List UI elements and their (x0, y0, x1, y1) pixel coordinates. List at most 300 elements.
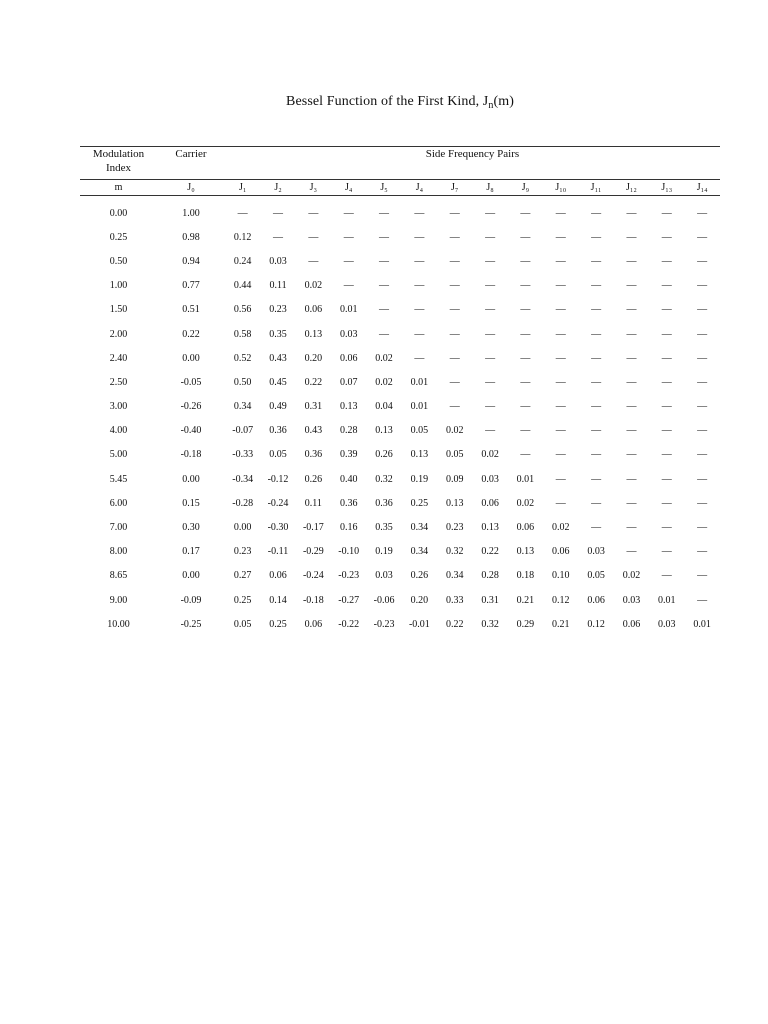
table-row (80, 467, 720, 491)
title-suffix: (m) (493, 94, 514, 109)
cell-side-j6: — (414, 280, 425, 292)
cell-side-j2: -0.30 (267, 522, 289, 534)
cell-modulation-index: 2.50 (109, 376, 128, 388)
cell-side-j8: 0.02 (481, 449, 499, 461)
table-row (80, 491, 720, 515)
cell-modulation-index: 3.00 (109, 401, 128, 413)
cell-side-j8: 0.22 (481, 546, 499, 558)
cell-side-j9: 0.06 (516, 522, 535, 534)
cell-carrier-j0: 1.00 (182, 207, 200, 219)
cell-side-j4: 0.13 (339, 401, 358, 413)
column-header-side-9: J₉ (508, 180, 543, 196)
cell-side-j5: -0.06 (373, 594, 395, 606)
cell-side-j8: — (485, 376, 496, 388)
cell-side-j2: 0.45 (269, 376, 287, 388)
cell-side-j1: 0.00 (233, 522, 252, 534)
cell-side-j5: 0.35 (375, 522, 393, 534)
cell-side-j2: 0.25 (269, 618, 287, 630)
cell-side-j2: — (273, 207, 284, 219)
cell-side-j13: — (661, 255, 672, 267)
header-carrier: Carrier (157, 147, 225, 180)
cell-side-j3: 0.31 (304, 401, 323, 413)
cell-side-j14: — (697, 352, 708, 364)
cell-carrier-j0: 0.22 (182, 328, 200, 340)
cell-side-j7: 0.02 (445, 425, 464, 437)
cell-carrier-j0: -0.18 (180, 449, 202, 461)
cell-carrier-j0: 0.94 (182, 255, 200, 267)
cell-side-j5: 0.03 (375, 570, 393, 582)
cell-modulation-index: 7.00 (109, 522, 128, 534)
column-header-side-8: J₈ (472, 180, 507, 196)
cell-side-j4: -0.10 (338, 546, 360, 558)
cell-side-j11: — (591, 449, 602, 461)
column-header-side-11: J₁₁ (578, 180, 613, 196)
cell-side-j4: — (343, 255, 354, 267)
table-row (80, 298, 720, 322)
cell-side-j1: -0.33 (232, 449, 254, 461)
table-row (80, 225, 720, 249)
cell-side-j4: -0.27 (338, 594, 360, 606)
cell-side-j13: — (661, 231, 672, 243)
cell-side-j4: 0.36 (339, 497, 358, 509)
cell-side-j10: 0.10 (552, 570, 570, 582)
cell-side-j6: — (414, 231, 425, 243)
cell-side-j11: 0.12 (587, 618, 605, 630)
cell-side-j6: 0.01 (410, 376, 429, 388)
cell-side-j3: -0.17 (302, 522, 324, 534)
cell-modulation-index: 1.00 (109, 280, 128, 292)
cell-side-j9: 0.02 (516, 497, 535, 509)
cell-side-j7: — (449, 304, 460, 316)
cell-side-j5: — (379, 328, 390, 340)
cell-side-j5: — (379, 231, 390, 243)
cell-side-j6: 0.13 (410, 449, 429, 461)
cell-side-j12: — (626, 231, 637, 243)
cell-side-j8: — (485, 207, 496, 219)
cell-side-j12: — (626, 328, 637, 340)
table-row (80, 346, 720, 370)
cell-carrier-j0: 0.00 (182, 352, 200, 364)
table-row (80, 274, 720, 298)
cell-carrier-j0: 0.77 (182, 280, 200, 292)
cell-side-j6: 0.25 (410, 497, 429, 509)
cell-side-j11: — (591, 522, 602, 534)
column-header-j0: J₀ (157, 180, 225, 196)
cell-side-j8: 0.32 (481, 618, 499, 630)
cell-side-j12: 0.03 (622, 594, 641, 606)
cell-carrier-j0: -0.05 (180, 376, 202, 388)
cell-side-j4: 0.40 (339, 473, 358, 485)
cell-side-j5: — (379, 255, 390, 267)
cell-side-j11: 0.06 (587, 594, 605, 606)
table-row (80, 588, 720, 612)
column-header-side-12: J₁₂ (614, 180, 649, 196)
cell-side-j14: — (697, 255, 708, 267)
cell-side-j4: 0.16 (339, 522, 358, 534)
cell-side-j4: 0.03 (339, 328, 358, 340)
bessel-table (80, 146, 720, 636)
column-header-side-3: J₃ (296, 180, 331, 196)
cell-side-j1: 0.50 (233, 376, 252, 388)
cell-side-j1: 0.27 (233, 570, 252, 582)
cell-modulation-index: 0.50 (109, 255, 128, 267)
cell-side-j14: — (697, 425, 708, 437)
cell-carrier-j0: 0.98 (182, 231, 200, 243)
cell-side-j11: 0.03 (587, 546, 605, 558)
cell-side-j10: — (555, 231, 566, 243)
cell-side-j13: — (661, 546, 672, 558)
cell-side-j8: 0.03 (481, 473, 499, 485)
column-header-side-2: J₂ (260, 180, 295, 196)
cell-side-j8: — (485, 328, 496, 340)
column-header-side-7: J₇ (437, 180, 472, 196)
cell-side-j6: 0.26 (410, 570, 429, 582)
cell-side-j10: 0.06 (552, 546, 570, 558)
cell-side-j9: — (520, 304, 531, 316)
cell-side-j7: — (449, 255, 460, 267)
column-header-side-4: J₄ (331, 180, 366, 196)
cell-side-j9: 0.01 (516, 473, 535, 485)
cell-side-j3: — (308, 255, 319, 267)
column-header-side-6: J₄ (402, 180, 437, 196)
cell-side-j10: 0.02 (552, 522, 570, 534)
cell-side-j3: -0.24 (302, 570, 324, 582)
cell-side-j11: — (591, 352, 602, 364)
cell-side-j13: — (661, 352, 672, 364)
cell-side-j13: — (661, 497, 672, 509)
cell-side-j8: — (485, 352, 496, 364)
cell-side-j12: — (626, 376, 637, 388)
cell-side-j3: 0.26 (304, 473, 323, 485)
cell-side-j6: 0.01 (410, 401, 429, 413)
cell-side-j14: — (697, 231, 708, 243)
table-row (80, 322, 720, 346)
cell-side-j9: — (520, 425, 531, 437)
cell-side-j5: 0.36 (375, 497, 393, 509)
cell-side-j14: — (697, 376, 708, 388)
cell-modulation-index: 5.00 (109, 449, 128, 461)
cell-side-j12: — (626, 497, 637, 509)
cell-side-j9: 0.13 (516, 546, 535, 558)
cell-side-j11: 0.05 (587, 570, 605, 582)
cell-side-j13: 0.03 (658, 618, 676, 630)
cell-side-j3: 0.43 (304, 425, 323, 437)
cell-side-j12: — (626, 425, 637, 437)
title-subscript: n (488, 100, 494, 111)
cell-side-j7: — (449, 231, 460, 243)
cell-side-j4: 0.06 (339, 352, 358, 364)
cell-side-j6: 0.34 (410, 546, 429, 558)
cell-side-j1: 0.44 (233, 280, 252, 292)
cell-side-j8: — (485, 425, 496, 437)
cell-side-j14: — (697, 449, 708, 461)
cell-modulation-index: 0.25 (109, 231, 128, 243)
cell-carrier-j0: -0.25 (180, 618, 202, 630)
cell-side-j2: 0.06 (269, 570, 287, 582)
cell-side-j12: — (626, 546, 637, 558)
cell-side-j11: — (591, 207, 602, 219)
table-row (80, 249, 720, 273)
cell-carrier-j0: 0.51 (182, 304, 200, 316)
cell-side-j2: 0.23 (269, 304, 287, 316)
cell-side-j8: — (485, 304, 496, 316)
cell-side-j1: -0.28 (232, 497, 254, 509)
cell-side-j2: 0.11 (269, 280, 287, 292)
cell-side-j2: 0.43 (269, 352, 287, 364)
cell-side-j10: — (555, 401, 566, 413)
cell-side-j3: 0.13 (304, 328, 323, 340)
cell-side-j9: — (520, 280, 531, 292)
cell-modulation-index: 2.40 (109, 352, 128, 364)
cell-side-j5: — (379, 280, 390, 292)
cell-side-j10: — (555, 304, 566, 316)
cell-side-j9: — (520, 231, 531, 243)
cell-side-j9: — (520, 352, 531, 364)
cell-side-j2: 0.05 (269, 449, 287, 461)
cell-side-j10: — (555, 497, 566, 509)
header-row-columns (80, 180, 720, 196)
cell-side-j2: 0.36 (269, 425, 287, 437)
cell-side-j12: 0.02 (622, 570, 641, 582)
cell-side-j2: -0.12 (267, 473, 289, 485)
cell-modulation-index: 9.00 (109, 594, 128, 606)
cell-side-j14: — (697, 280, 708, 292)
cell-side-j8: 0.28 (481, 570, 499, 582)
cell-side-j1: 0.52 (233, 352, 252, 364)
cell-side-j3: -0.18 (302, 594, 324, 606)
cell-side-j12: 0.06 (622, 618, 641, 630)
cell-side-j10: — (555, 207, 566, 219)
cell-carrier-j0: -0.40 (180, 425, 202, 437)
cell-side-j3: 0.06 (304, 304, 323, 316)
cell-modulation-index: 10.00 (107, 618, 130, 630)
cell-side-j2: -0.11 (267, 546, 289, 558)
table-row (80, 201, 720, 225)
cell-side-j5: 0.32 (375, 473, 393, 485)
cell-carrier-j0: 0.30 (182, 522, 200, 534)
cell-side-j12: — (626, 449, 637, 461)
cell-side-j8: — (485, 255, 496, 267)
cell-side-j2: -0.24 (267, 497, 289, 509)
cell-side-j4: -0.22 (338, 618, 360, 630)
cell-side-j6: — (414, 328, 425, 340)
cell-side-j6: 0.19 (410, 473, 429, 485)
cell-side-j5: 0.04 (375, 401, 393, 413)
cell-carrier-j0: 0.00 (182, 570, 200, 582)
cell-modulation-index: 8.00 (109, 546, 128, 558)
cell-carrier-j0: 0.17 (182, 546, 200, 558)
cell-side-j2: 0.35 (269, 328, 287, 340)
cell-side-j14: — (697, 473, 708, 485)
cell-side-j3: 0.06 (304, 618, 323, 630)
cell-side-j5: — (379, 304, 390, 316)
cell-side-j2: 0.49 (269, 401, 287, 413)
cell-side-j1: 0.56 (233, 304, 252, 316)
cell-modulation-index: 6.00 (109, 497, 128, 509)
cell-side-j10: — (555, 425, 566, 437)
column-header-side-13: J₁₃ (649, 180, 684, 196)
cell-side-j3: 0.02 (304, 280, 323, 292)
cell-side-j10: 0.21 (552, 618, 570, 630)
cell-side-j2: — (273, 231, 284, 243)
cell-side-j7: — (449, 280, 460, 292)
cell-side-j3: 0.36 (304, 449, 323, 461)
cell-side-j8: 0.31 (481, 594, 499, 606)
cell-carrier-j0: 0.00 (182, 473, 200, 485)
cell-side-j6: 0.20 (410, 594, 429, 606)
cell-modulation-index: 5.45 (109, 473, 128, 485)
column-header-side-1: J₁ (225, 180, 260, 196)
cell-side-j2: 0.14 (269, 594, 287, 606)
cell-side-j4: 0.07 (339, 376, 358, 388)
cell-side-j14: — (697, 401, 708, 413)
cell-side-j13: — (661, 207, 672, 219)
cell-side-j9: 0.21 (516, 594, 535, 606)
cell-side-j1: 0.12 (233, 231, 252, 243)
cell-side-j1: 0.23 (233, 546, 252, 558)
cell-carrier-j0: 0.15 (182, 497, 200, 509)
cell-side-j9: 0.29 (516, 618, 535, 630)
cell-side-j3: — (308, 207, 319, 219)
cell-side-j7: 0.23 (445, 522, 464, 534)
cell-side-j10: — (555, 255, 566, 267)
cell-side-j11: — (591, 280, 602, 292)
cell-side-j11: — (591, 401, 602, 413)
cell-carrier-j0: -0.26 (180, 401, 202, 413)
cell-side-j12: — (626, 401, 637, 413)
header-modulation: Modulation (92, 148, 145, 160)
cell-side-j10: — (555, 280, 566, 292)
cell-side-j14: — (697, 304, 708, 316)
cell-side-j1: 0.05 (233, 618, 252, 630)
cell-side-j1: 0.34 (233, 401, 252, 413)
header-row-top (80, 147, 720, 180)
cell-side-j6: — (414, 304, 425, 316)
cell-side-j10: 0.12 (552, 594, 570, 606)
cell-side-j5: -0.23 (373, 618, 395, 630)
cell-side-j1: 0.58 (233, 328, 252, 340)
cell-side-j5: 0.13 (375, 425, 393, 437)
cell-side-j1: -0.07 (232, 425, 254, 437)
cell-side-j5: 0.26 (375, 449, 393, 461)
cell-side-j13: — (661, 304, 672, 316)
cell-side-j1: 0.25 (233, 594, 252, 606)
cell-side-j13: — (661, 570, 672, 582)
table-body (80, 196, 720, 637)
cell-side-j12: — (626, 207, 637, 219)
cell-side-j3: — (308, 231, 319, 243)
cell-side-j13: — (661, 425, 672, 437)
cell-side-j6: — (414, 255, 425, 267)
cell-side-j13: — (661, 522, 672, 534)
cell-side-j9: 0.18 (516, 570, 535, 582)
cell-side-j10: — (555, 376, 566, 388)
cell-modulation-index: 8.65 (109, 570, 128, 582)
cell-side-j14: — (697, 594, 708, 606)
cell-side-j9: — (520, 376, 531, 388)
cell-side-j11: — (591, 255, 602, 267)
cell-side-j14: — (697, 570, 708, 582)
cell-side-j12: — (626, 304, 637, 316)
cell-side-j1: — (237, 207, 248, 219)
table-row (80, 370, 720, 394)
cell-modulation-index: 0.00 (109, 207, 128, 219)
cell-carrier-j0: -0.09 (180, 594, 202, 606)
cell-side-j7: 0.13 (445, 497, 464, 509)
cell-side-j1: -0.34 (232, 473, 254, 485)
table-row (80, 564, 720, 588)
cell-side-j13: — (661, 376, 672, 388)
cell-side-j11: — (591, 328, 602, 340)
cell-side-j13: — (661, 328, 672, 340)
table-row (80, 419, 720, 443)
cell-side-j5: 0.02 (375, 376, 393, 388)
cell-side-j8: — (485, 401, 496, 413)
cell-side-j9: — (520, 401, 531, 413)
cell-side-j7: 0.34 (445, 570, 464, 582)
cell-side-j6: — (414, 352, 425, 364)
cell-side-j2: 0.03 (269, 255, 287, 267)
cell-side-j12: — (626, 352, 637, 364)
table-row (80, 443, 720, 467)
cell-side-j7: — (449, 352, 460, 364)
cell-side-j14: — (697, 328, 708, 340)
cell-side-j10: — (555, 449, 566, 461)
table-row (80, 515, 720, 539)
cell-side-j11: — (591, 497, 602, 509)
cell-side-j7: — (449, 207, 460, 219)
cell-side-j7: — (449, 401, 460, 413)
cell-side-j10: — (555, 473, 566, 485)
cell-side-j8: — (485, 280, 496, 292)
header-side-frequency-pairs: Side Frequency Pairs (225, 147, 720, 180)
cell-side-j7: 0.05 (445, 449, 464, 461)
cell-side-j4: — (343, 280, 354, 292)
cell-side-j14: — (697, 546, 708, 558)
cell-side-j10: — (555, 352, 566, 364)
cell-modulation-index: 1.50 (109, 304, 128, 316)
cell-side-j3: 0.22 (304, 376, 323, 388)
cell-side-j4: 0.39 (339, 449, 358, 461)
cell-side-j12: — (626, 473, 637, 485)
cell-side-j5: 0.19 (375, 546, 393, 558)
cell-side-j8: 0.13 (481, 522, 499, 534)
cell-side-j9: — (520, 207, 531, 219)
cell-side-j13: — (661, 401, 672, 413)
cell-side-j4: 0.01 (339, 304, 358, 316)
cell-side-j4: — (343, 207, 354, 219)
cell-side-j3: 0.20 (304, 352, 323, 364)
cell-side-j9: — (520, 449, 531, 461)
cell-side-j7: 0.09 (445, 473, 464, 485)
cell-side-j7: 0.32 (445, 546, 464, 558)
cell-side-j8: — (485, 231, 496, 243)
header-index: Index (105, 162, 132, 174)
table-row (80, 612, 720, 636)
cell-side-j7: — (449, 328, 460, 340)
table-row (80, 395, 720, 419)
cell-side-j11: — (591, 425, 602, 437)
cell-side-j10: — (555, 328, 566, 340)
cell-side-j11: — (591, 231, 602, 243)
cell-side-j1: 0.24 (233, 255, 252, 267)
cell-side-j7: 0.22 (445, 618, 464, 630)
cell-side-j13: — (661, 280, 672, 292)
header-modulation-index (80, 147, 157, 180)
cell-side-j13: 0.01 (658, 594, 676, 606)
cell-side-j14: — (697, 522, 708, 534)
cell-side-j9: — (520, 255, 531, 267)
